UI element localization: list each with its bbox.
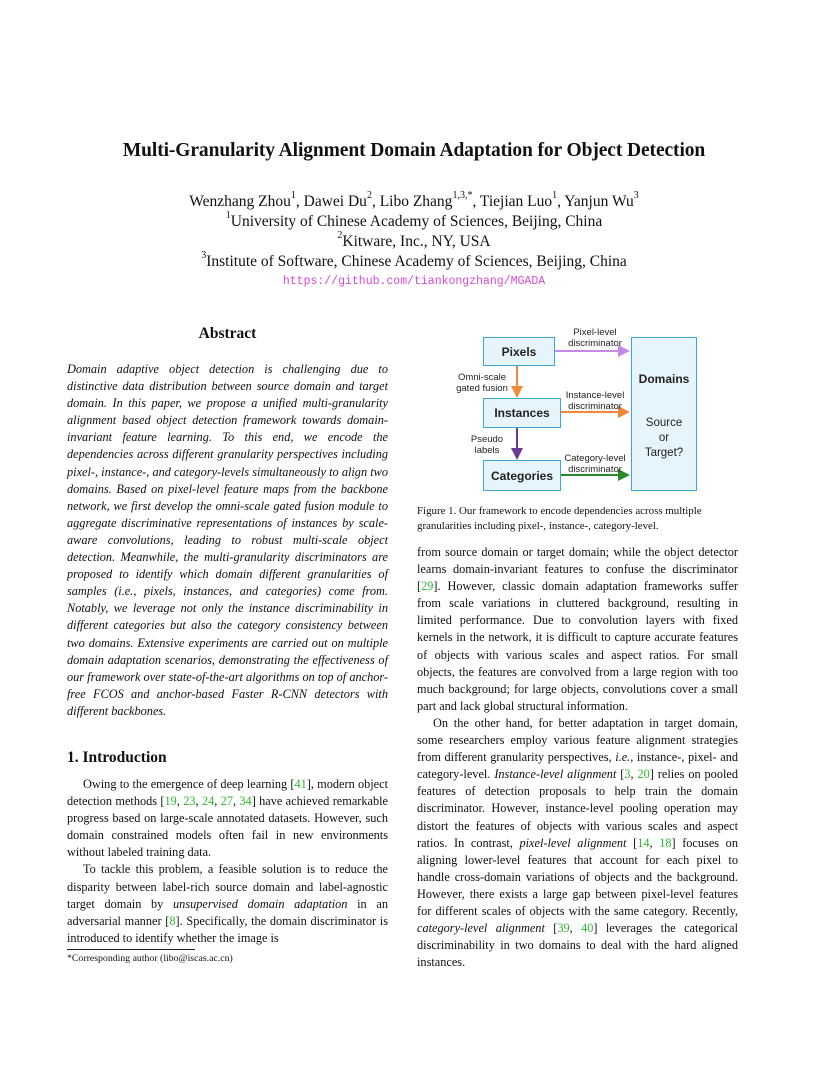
pseudo-labels-label: Pseudo labels [470,434,504,456]
affil-text: University of Chinese Academy of Sciences, Beijing, China [230,213,603,230]
citation-link[interactable]: 14 [637,835,650,850]
affil-sup: 3 [201,250,207,261]
abstract-heading: Abstract [198,325,257,342]
domains-label: Domains [638,372,690,386]
category-discriminator-label: Category-level discriminator [564,453,626,475]
author-name: , Dawei Du [295,193,367,210]
code-url-link[interactable]: https://github.com/tiankongzhang/MGADA [282,275,546,288]
affiliation-3 [0,250,828,271]
author-line [0,190,828,211]
figure-caption: Figure 1. Our framework to encode dependencies across multiple granularities including pixel-, instance-, category-level. [417,505,702,532]
right-column-body [417,544,738,971]
author-affil: 1 [552,190,558,201]
author-affil: 2 [366,190,372,201]
body-paragraph: from source domain or target domain; while the object detector learns domain-invariant features to confuse the discriminator [29]. However, classic domain adaptation frameworks suffer from scale variations in cluttered background, resulting in limited performance. Due to convolution layers with fixed kernels in the network, it is difficult to capture accurate features of objects with various scales and aspect ratios. For small objects, the features are convolved from a large region with too much background; for large objects, convolutions cover a small part and lack global structural information. [417,545,738,713]
citation-link[interactable]: 34 [239,794,252,809]
affil-sup: 1 [225,210,231,221]
citation-link[interactable]: 20 [637,767,650,782]
body-paragraph: On the other hand, for better adaptation in target domain, some researchers employ various feature alignment strategies from different granularity perspectives, i.e., instance-, pixel- and category-level. Instance-level alignment [3, 20] relies on pooled features of detection proposals to help train the domain discriminator. However, instance-level pooling operation may distort the features of objects with various scales and aspect ratios. In contrast, pixel-level alignment [14, 18] focuses on aligning lower-level features that account for each pixel to handle cross-domain variations of objects and the background. However, there exists a large gap between pixel-level features for different scales of objects with the same category. Recently, category-level alignment [39, 40] leverages the categorical discriminability in two domains to deal with the hard aligned instances. [417,715,738,970]
intro-paragraph-2: To tackle this problem, a feasible solution is to reduce the disparity between label-rich source domain and label-agnostic target domain by unsupervised domain adaptation in an adversarial manner [8]. Specifically, the domain discriminator is introduced to identify whether the image is [67,862,388,945]
pixels-box: Pixels [483,337,555,366]
citation-link[interactable]: 23 [183,794,196,809]
affiliation-2 [0,230,828,251]
instance-discriminator-label: Instance-level discriminator [565,390,625,412]
citation-link[interactable]: 29 [421,579,434,594]
author-affil: 1,3,* [452,190,473,201]
author-name: , Yanjun Wu [557,193,634,210]
citation-link[interactable]: 24 [201,794,215,809]
citation-link[interactable]: 18 [659,835,672,850]
citation-link[interactable]: 3 [624,767,631,782]
abstract-body: Domain adaptive object detection is challenging due to distinctive data distribution between source domain and target domain. In this paper, we propose a unified multi-granularity alignment based object detection framework towards domain-invariant feature learning. To this end, we encode the dependencies across different granularity perspectives including pixel-, instance-, and category-levels simultaneously to align two domains. Based on pixel-level feature maps from the backbone network, we first develop the omni-scale gated fusion module to aggregate discriminative representations of instances by scale-aware convolutions, leading to robust multi-scale object detection. Meanwhile, the multi-granularity discriminators are proposed to identify which domain different granularities of samples (i.e., pixels, instances, and categories) come from. Notably, we leverage not only the instance discriminability in different categories but also the category consistency between two domains. Extensive experiments are carried out on multiple domain adaptation scenarios, demonstrating the effectiveness of our framework over state-of-the-art algorithms on top of anchor-free FCOS and anchor-based Faster R-CNN detectors with different backbones. [67,362,388,718]
affil-text: Kitware, Inc., NY, USA [342,233,491,250]
intro-paragraph-1: Owing to the emergence of deep learning [41], modern object detection methods [19, 23, 24, 27, 34] have achieved remarkable progress based on large-scale annotated datasets. However, such domain constrained models often fail in new environments without labeled training data. [67,777,389,860]
instances-box: Instances [483,398,561,428]
citation-link[interactable]: 8 [169,913,176,928]
footnote: *Corresponding author (libo@iscas.ac.cn) [67,953,233,964]
framework-figure [420,320,740,500]
author-name: , Tiejian Luo [472,193,553,210]
paper-title: Multi-Granularity Alignment Domain Adaptation for Object Detection [122,140,706,161]
source-or-target-label: Source or Target? [644,417,684,459]
domains-box [631,337,697,491]
citation-link[interactable]: 19 [164,794,177,809]
categories-box: Categories [483,460,561,491]
section-heading: 1. Introduction [67,749,167,766]
affiliation-1 [0,210,828,231]
author-affil: 1 [290,190,296,201]
intro-body [67,776,388,947]
pixel-discriminator-label: Pixel-level discriminator [568,327,622,349]
affil-text: Institute of Software, Chinese Academy of Sciences, Beijing, China [206,253,627,270]
citation-link[interactable]: 41 [294,777,307,791]
footnote-divider [67,949,195,950]
author-affil: 3 [633,190,639,201]
citation-link[interactable]: 39 [557,921,570,936]
author-name: Wenzhang Zhou [189,193,291,210]
citation-link[interactable]: 40 [581,921,594,936]
author-name: , Libo Zhang [371,193,453,210]
omni-scale-label: Omni-scale gated fusion [456,372,508,394]
citation-link[interactable]: 27 [220,794,233,809]
affil-sup: 2 [337,230,343,241]
